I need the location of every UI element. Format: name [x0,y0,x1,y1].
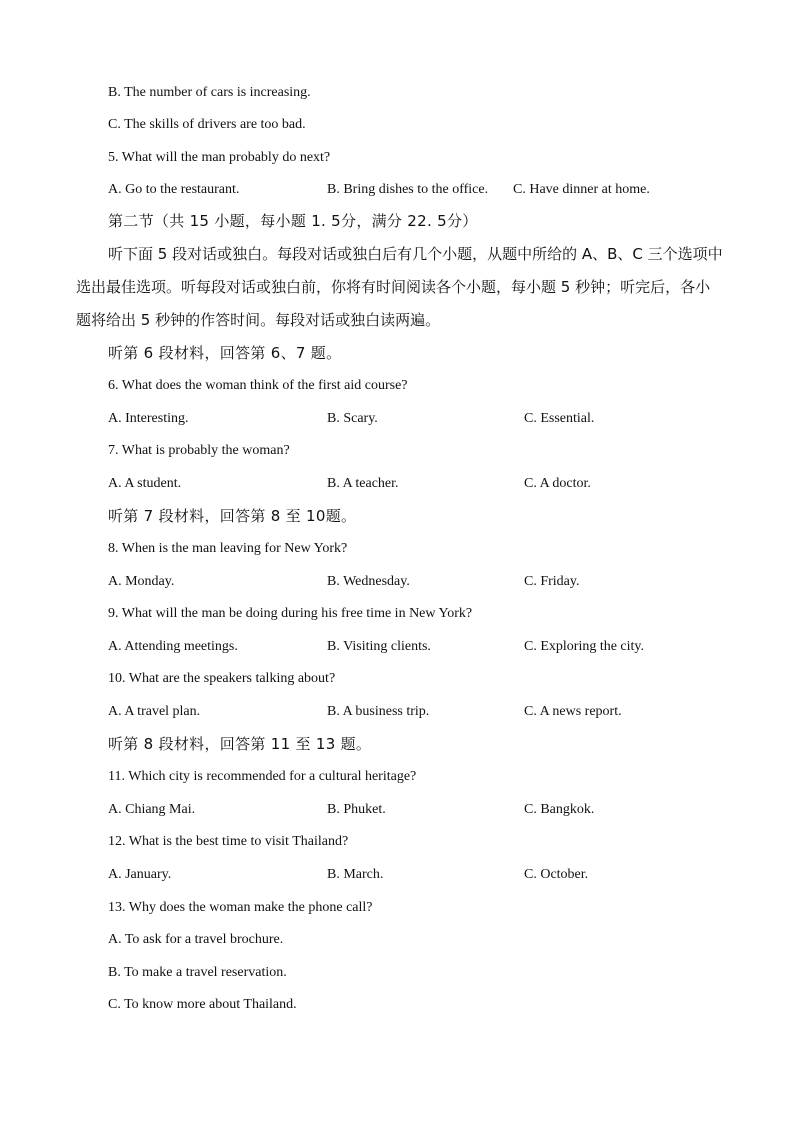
section2-instructions: 听下面 5 段对话或独白。每段对话或独白后有几个小题，从题中所给的 A、B、C 三个选项中选出最佳选项。听每段对话或独白前，你将有时间阅读各个小题，每小题 5 秒钟；听完后，各小题将给出 5 秒钟的作答时间。每段对话或独白读两遍。 [76,245,723,329]
q4-option-c: C. The skills of drivers are too bad. [108,117,306,132]
q9-option-a: A. Attending meetings. [108,639,238,654]
q5-option-c: C. Have dinner at home. [513,182,650,197]
q8-option-b: B. Wednesday. [327,574,410,589]
material8-heading: 听第 8 段材料，回答第 11 至 13 题。 [108,735,372,753]
q10-question: 10. What are the speakers talking about? [108,671,336,686]
q11-option-a: A. Chiang Mai. [108,802,196,817]
q5-option-a: A. Go to the restaurant. [108,182,240,197]
q10-option-c: C. A news report. [524,704,622,719]
q5-option-b: B. Bring dishes to the office. [327,182,489,197]
material7-heading: 听第 7 段材料，回答第 8 至 10题。 [108,507,357,525]
q11-option-b: B. Phuket. [327,802,386,817]
q8-question: 8. When is the man leaving for New York? [108,541,348,556]
q12-option-b: B. March. [327,867,384,882]
material6-heading: 听第 6 段材料，回答第 6、7 题。 [108,344,342,362]
q6-option-a: A. Interesting. [108,411,189,426]
q13-option-c: C. To know more about Thailand. [108,997,297,1012]
q7-option-b: B. A teacher. [327,476,399,491]
section2-heading: 第二节（共 15 小题，每小题 1. 5分，满分 22. 5分） [108,212,478,230]
q9-question: 9. What will the man be doing during his free time in New York? [108,606,473,621]
q13-option-b: B. To make a travel reservation. [108,965,287,980]
q13-question: 13. Why does the woman make the phone call? [108,900,373,915]
q10-option-b: B. A business trip. [327,704,430,719]
q6-option-c: C. Essential. [524,411,595,426]
q9-option-b: B. Visiting clients. [327,639,431,654]
q4-option-b: B. The number of cars is increasing. [108,85,311,100]
q7-question: 7. What is probably the woman? [108,443,290,458]
q11-question: 11. Which city is recommended for a cultural heritage? [108,769,417,784]
q8-option-a: A. Monday. [108,574,175,589]
q10-option-a: A. A travel plan. [108,704,201,719]
q8-option-c: C. Friday. [524,574,580,589]
q11-option-c: C. Bangkok. [524,802,595,817]
q9-option-c: C. Exploring the city. [524,639,645,654]
q5-question: 5. What will the man probably do next? [108,150,331,165]
q13-option-a: A. To ask for a travel brochure. [108,932,284,947]
q12-question: 12. What is the best time to visit Thailand? [108,834,349,849]
q12-option-a: A. January. [108,867,172,882]
q6-option-b: B. Scary. [327,411,378,426]
q7-option-c: C. A doctor. [524,476,591,491]
q12-option-c: C. October. [524,867,589,882]
q7-option-a: A. A student. [108,476,182,491]
q6-question: 6. What does the woman think of the first aid course? [108,378,408,393]
